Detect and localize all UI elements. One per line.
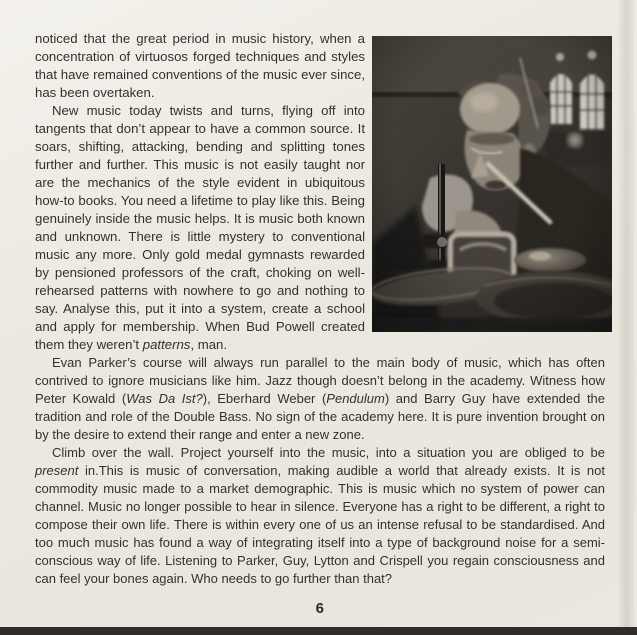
paragraph: Evan Parker’s course will always run parallel to the main body of music, which has often contrived to ignore musicians like him. Jazz though doesn’t belong in the academy. Witness how Peter Kowald (Was Da Ist?), Eberhard Weber (Pendulum) and Barry Guy have extended the tradition and role of the Double Bass. No sign of the academy here. It is pure invention brought on by the desire to extend their range and enter a new zone. [35, 355, 606, 442]
paragraph: Climb over the wall. Project yourself into the music, into a situation you are obliged to be present in.This is music of conversation, making audible a world that already exists. It is not commodity music made to a market demographic. This is music which no system of power can channel. Music no longer possible to hear in silence. Everyone has a right to be different, a right to compose their own life. There is within every one of us an intense refusal to be standardised. And too much music has found a way of integrating itself into a type of background noise for a semi-conscious way of life. Listening to Parker, Guy, Lytton and Crispell you regain consciousness and can feel your bones again. Who needs to go further than that? [35, 445, 605, 586]
paragraph: noticed that the great period in music history, when a concentration of virtuosos forged techniques and styles that have remained conventions of the music ever since, has been overtaken. [35, 31, 365, 100]
text-and-photo-section [35, 30, 605, 354]
page-content [35, 30, 605, 617]
paragraph: New music today twists and turns, flying off into tangents that don’t appear to have a common source. It soars, shifting, attacking, bending and splitting tones further and further. This music is not easily taught nor are the mechanics of the style evident in ubiquitous how-to books. You need a lifetime to play like this. Being genuinely inside the music helps. It is music both known and unknown. There is little mystery to conventional music any more. Only gold medal gymnasts rewarded by pensioned professors of the craft, choking on well-rehearsed patterns with nowhere to go and nothing to say. Analyse this, put it into a system, create a school and apply for membership. When Bud Powell created them they weren’t patterns, man. [35, 103, 365, 352]
performer-photo [372, 36, 612, 332]
scan-bottom-edge [0, 627, 637, 635]
text-column [35, 30, 365, 354]
page-number: 6 [315, 600, 325, 617]
page-edge-shadow [617, 0, 634, 627]
full-width-text [35, 354, 605, 588]
